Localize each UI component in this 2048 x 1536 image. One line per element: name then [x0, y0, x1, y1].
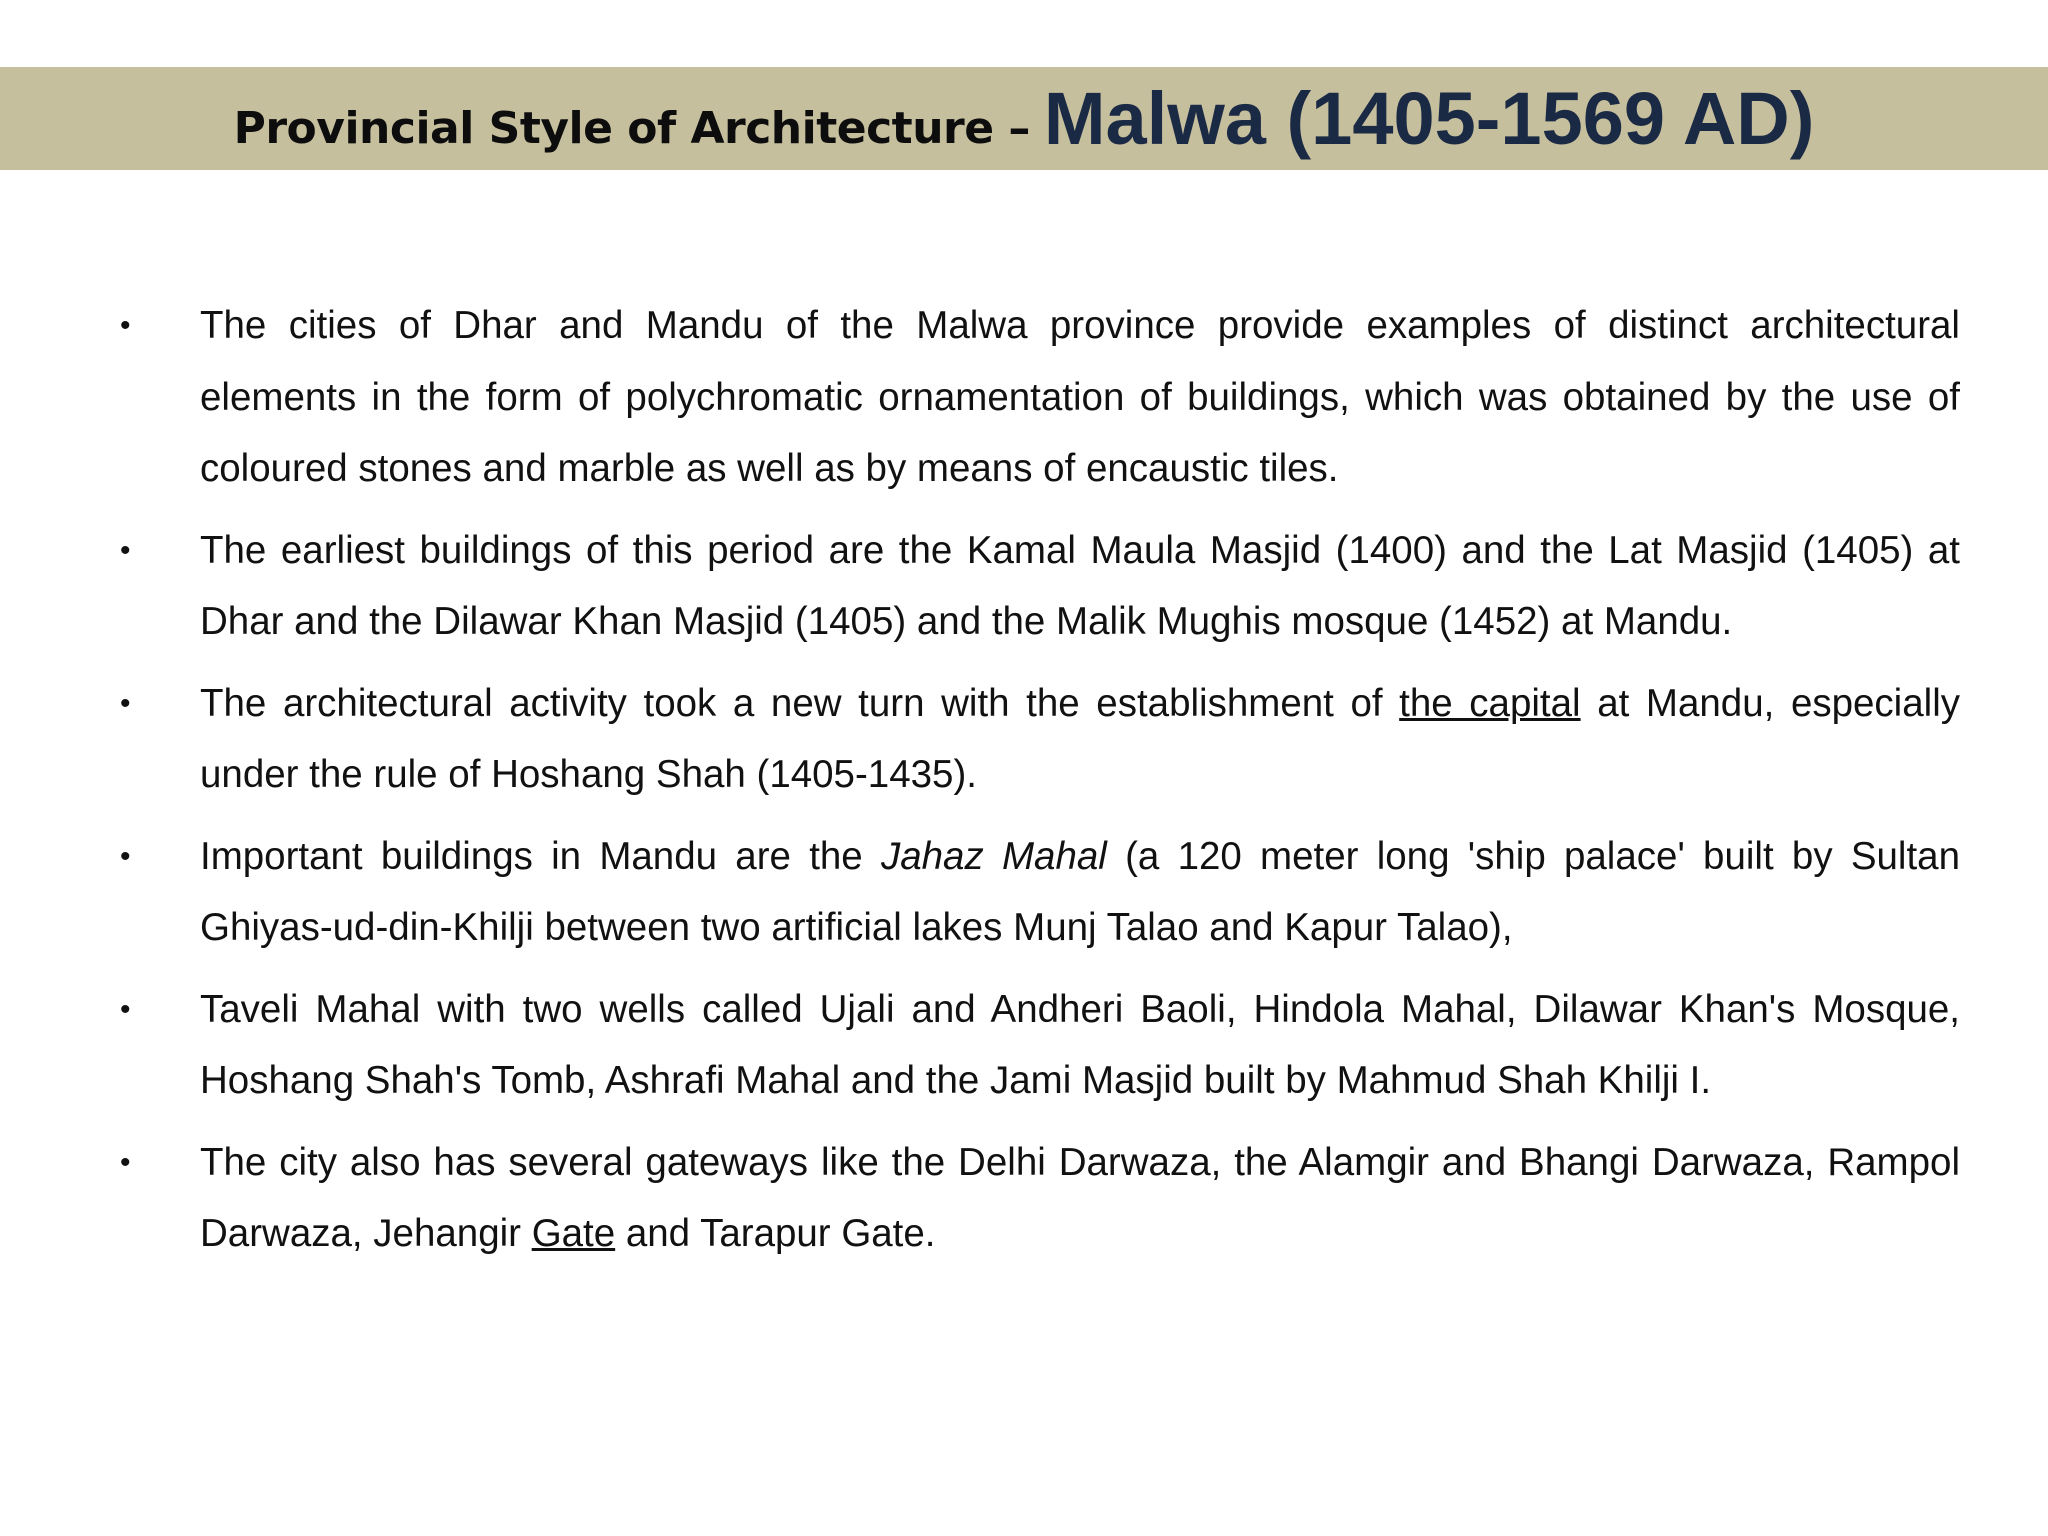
- bullet-text-start: Important buildings in Mandu are the: [200, 834, 881, 878]
- bullet-icon: •: [120, 1145, 131, 1179]
- bullet-icon: •: [120, 309, 131, 342]
- bullet-text-start: The architectural activity took a new turn with the establishment of: [200, 681, 1400, 725]
- bullet-icon: •: [120, 992, 131, 1026]
- bullet-text: The earliest buildings of this period are the Kamal Maula Masjid (1400) and the Lat Masjid (1405) at Dhar and the Dilawar Khan Masjid (1405) and the Malik Mughis mosque (1452) at Mandu.: [200, 528, 1960, 643]
- bullet-item: [120, 1127, 1960, 1270]
- bullet-text-end: at Mandu, especially under the rule of Hoshang Shah (1405-1435).: [200, 681, 1960, 796]
- title-bar: [0, 67, 2048, 170]
- bullet-list: [120, 290, 1960, 1280]
- bullet-text-start: The city also has several gateways like the Delhi Darwaza, the Alamgir and Bhangi Darwaza, Rampol Darwaza, Jehangir: [200, 1140, 1960, 1255]
- title-prefix: Provincial Style of Architecture –: [233, 103, 1030, 154]
- bullet-text-end: and Tarapur Gate.: [615, 1212, 936, 1255]
- title-main: Malwa (1405-1569 AD): [1043, 77, 1815, 160]
- gate-link[interactable]: Gate: [531, 1212, 616, 1255]
- bullet-item: [120, 290, 1960, 505]
- slide-title: [0, 67, 2048, 170]
- bullet-icon: •: [120, 533, 131, 567]
- bullet-icon: •: [120, 686, 131, 720]
- bullet-item: [120, 668, 1960, 811]
- bullet-item: [120, 821, 1960, 964]
- bullet-text: The cities of Dhar and Mandu of the Malwa province provide examples of distinct architectural elements in the form of polychromatic ornamentation of buildings, which was obtained by the use of coloured stones and marble as well as by means of encaustic tiles.: [200, 304, 1960, 490]
- bullet-icon: •: [120, 839, 131, 873]
- bullet-item: [120, 515, 1960, 658]
- bullet-item: [120, 974, 1960, 1117]
- jahaz-mahal-term: Jahaz Mahal: [880, 834, 1107, 878]
- bullet-text: Taveli Mahal with two wells called Ujali and Andheri Baoli, Hindola Mahal, Dilawar Khan's Mosque, Hoshang Shah's Tomb, Ashrafi Mahal and the Jami Masjid built by Mahmud Shah Khilji I.: [200, 987, 1960, 1102]
- bullet-text-end: (a 120 meter long 'ship palace' built by Sultan Ghiyas-ud-din-Khilji between two artificial lakes Munj Talao and Kapur Talao),: [200, 834, 1960, 949]
- capital-link[interactable]: the capital: [1399, 681, 1581, 725]
